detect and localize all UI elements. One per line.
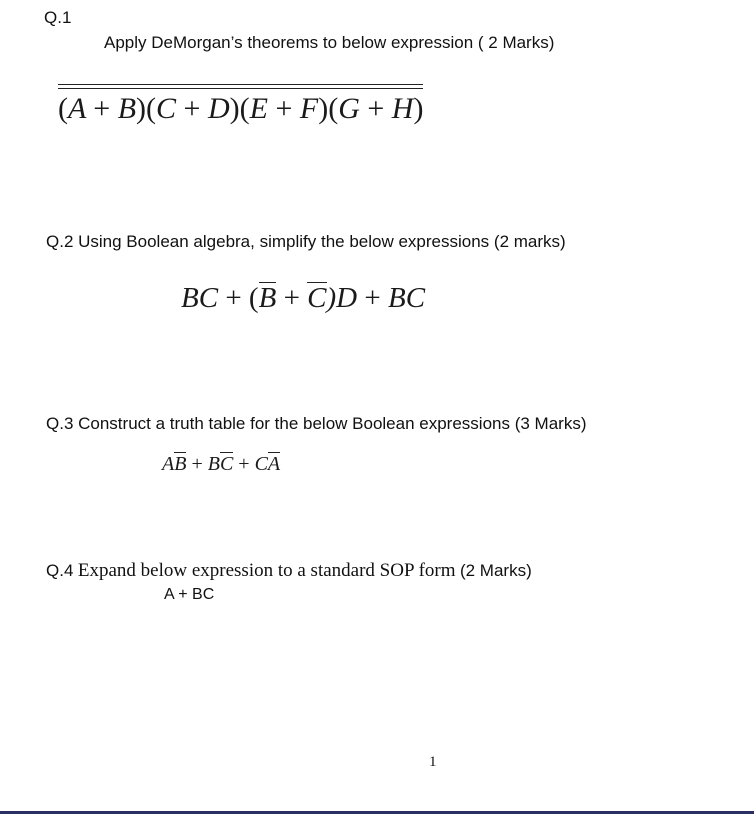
q4-expression: A + BC (164, 586, 215, 603)
q3-b-bar: B (174, 453, 187, 475)
q2-expression: BC + (B + C)D + BC (181, 282, 426, 314)
q4-text: Expand below expression to a standard SOP form (77, 560, 456, 581)
q1-expression (58, 84, 423, 126)
page-number: 1 (429, 754, 437, 770)
q2-c-bar: C (307, 282, 327, 314)
q4-prefix: Q.4 (46, 561, 74, 580)
q1-inner-overline: (A + B)(C + D)(E + F)(G + H) (58, 88, 423, 124)
q3-text: Q.3 Construct a truth table for the below Boolean expressions (3 Marks) (46, 414, 587, 433)
q2-b-bar: B (258, 282, 277, 314)
q1-instruction: Apply DeMorgan’s theorems to below expression ( 2 Marks) (104, 33, 555, 52)
q1-outer-overline (58, 84, 423, 124)
q3-c-bar: C (219, 453, 234, 475)
q3-a-bar: A (267, 453, 281, 475)
q4-line (46, 560, 532, 582)
q4-marks: (2 Marks) (459, 561, 532, 580)
q2-text: Q.2 Using Boolean algebra, simplify the below expressions (2 marks) (46, 232, 566, 251)
q3-expression: AB + BC + CA (162, 453, 281, 475)
q1-number: Q.1 (44, 8, 72, 27)
